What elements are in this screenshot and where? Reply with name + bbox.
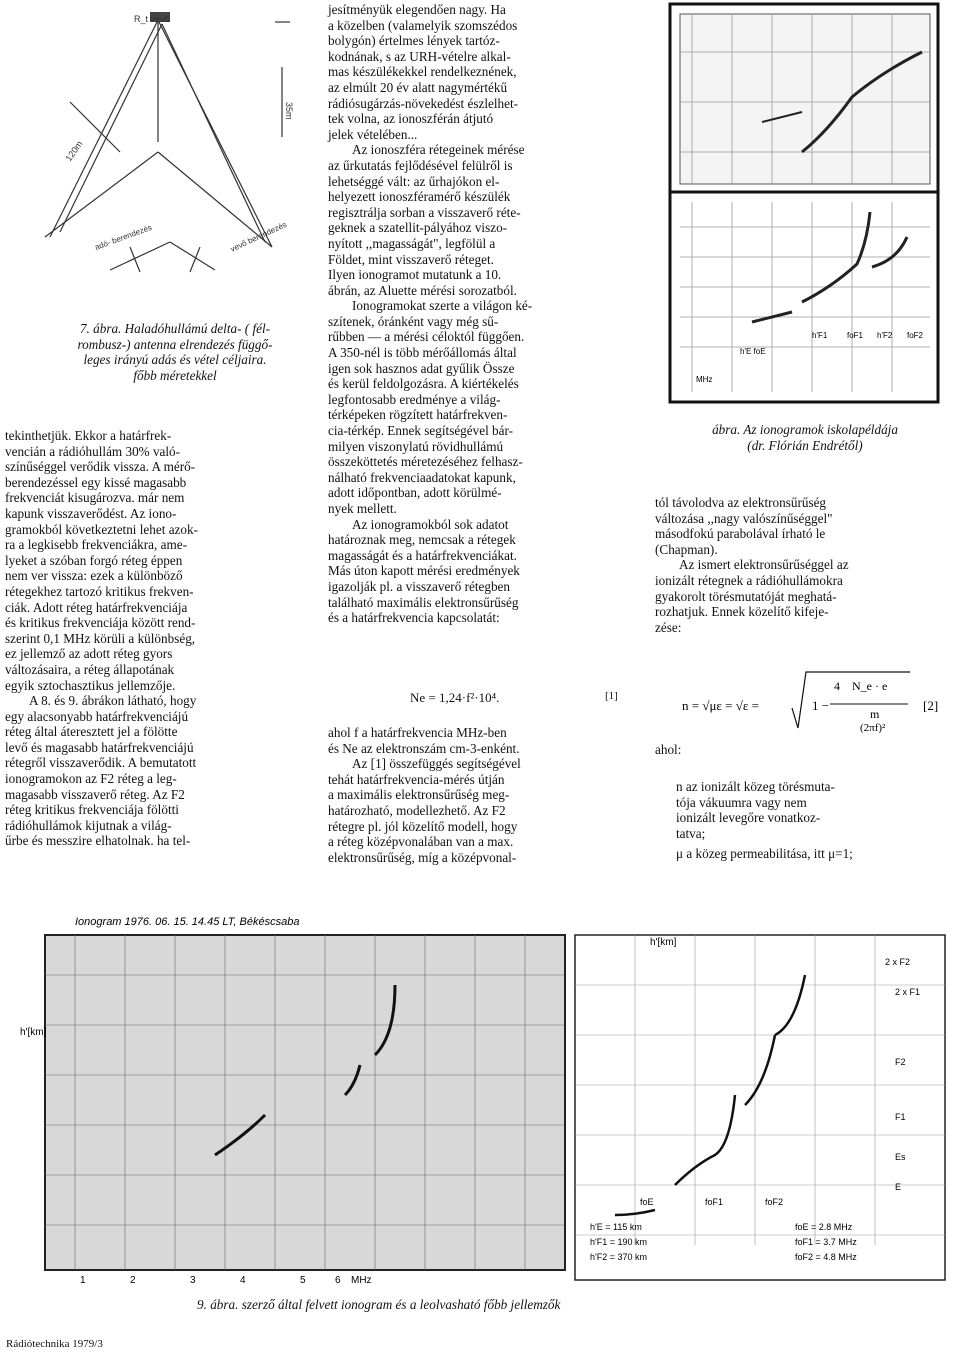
fig8-label-mhz: MHz: [696, 375, 713, 384]
figure-7-antenna-drawing: [10, 2, 295, 314]
column-3: [655, 495, 955, 635]
fig9-reading-foe: foE = 2.8 MHz: [795, 1222, 853, 1232]
formula-2-num: N_e · e: [852, 679, 888, 693]
figure-9-image: [15, 915, 950, 1285]
fig9-label-2xf1: 2 x F1: [895, 987, 921, 997]
formula-2-ref: [2]: [923, 698, 939, 713]
label-height: 35m: [284, 102, 294, 120]
fig9-yaxis-left: h'[km]: [20, 1027, 47, 1038]
label-length: 120m: [63, 138, 85, 164]
fig8-label-he: h'E foE: [740, 347, 766, 356]
col1-paragraph-2: A 8. és 9. ábrákon látható, hogy egy alacsonyabb határfrekvenciájú réteg által áteresztett jel a fölötte levő és magasabb határfrekvenciájú rétegről visszaverődik. A bemutatott ionogramokon az F2 réteg a leg- magasabb visszaverő réteg. Az F2 réteg kritikus frekvenciája fölötti rádióhullámok kijutnak a világ- űrbe és messzire elhatolnak. ha tel-: [5, 693, 197, 849]
fig9-axis-fof2: foF2: [765, 1197, 784, 1207]
fig9-label-es: Es: [895, 1152, 906, 1162]
formula-2-one: 1 −: [812, 698, 830, 713]
fig8-label-fof1: foF1: [847, 331, 864, 340]
fig9-xtick-3: 3: [190, 1275, 196, 1285]
fig9-reading-fof1: foF1 = 3.7 MHz: [795, 1237, 857, 1247]
formula-2-lhs: n = √με = √ε =: [682, 698, 759, 713]
fig9-axis-fof1: foF1: [705, 1197, 724, 1207]
column-2: [328, 2, 628, 626]
ahol-label: ahol:: [655, 742, 682, 757]
col2-paragraph-2: Az ionoszféra rétegeinek mérése az űrkutatás fejlődésével felülről is lehetséggé vált: az űrhajókon el- helyezett ionoszféramérő készülék regisztrálja sorban a visszaverő réte- geknek a szatellit-pályához viszo- nyított ,,magasságát", legfölül a Földet, mint visszaverő réteget. Ilyen ionogramot mutatunk a 10. ábrán, az Aluette mérési sorozatból.: [328, 142, 525, 298]
fig9-xtick-2: 2: [130, 1275, 136, 1285]
fig9-label-f1: F1: [895, 1112, 906, 1122]
n-definition: n az ionizált közeg törésmuta- tója vákuumra vagy nem ionizált levegőre vonatkoz- tatva;: [676, 779, 835, 841]
fig9-label-f2: F2: [895, 1057, 906, 1067]
fig9-xtick-1: 1: [80, 1275, 86, 1285]
column-1: [5, 428, 303, 849]
figure-8-ionograms: [652, 2, 956, 414]
col2-paragraph-5: ahol f a határfrekvencia MHz-ben és Ne az elektronszám cm-3-enként.: [328, 725, 520, 756]
formula-1-ref: [1]: [605, 690, 618, 702]
fig9-yaxis-right: h'[km]: [650, 937, 677, 948]
fig9-title: Ionogram 1976. 06. 15. 14.45 LT, Békéscsaba: [75, 916, 300, 928]
fig9-reading-fof2: foF2 = 4.8 MHz: [795, 1252, 857, 1262]
formula-2-svg: [680, 668, 950, 734]
col2-paragraph-4: Az ionogramokból sok adatot határoznak meg, nemcsak a rétegek magasságát és a határfrekvenciákat. Más úton kapott mérési eredmények igazolják pl. a visszaverő rétegben található maximális elektronsűrűség és a határfrekvencia kapcsolatát:: [328, 516, 520, 626]
figure-9-caption: 9. ábra. szerző által felvett ionogram és a leolvasható főbb jellemzők: [197, 1297, 561, 1312]
page-footer: Rádiótechnika 1979/3: [6, 1338, 103, 1350]
column-2-lower: [328, 725, 628, 865]
fig9-reading-he: h'E = 115 km: [590, 1222, 642, 1232]
fig9-xtick-6: 6: [335, 1275, 341, 1285]
label-ado: adó- berendezés: [93, 222, 154, 252]
fig9-reading-hf1: h'F1 = 190 km: [590, 1237, 647, 1247]
fig9-xaxis: MHz: [351, 1275, 372, 1285]
figure-8-caption: ábra. Az ionogramok iskolapéldája (dr. Flórián Endrétől): [712, 422, 898, 453]
figure-8-image: [652, 2, 956, 414]
col3-paragraph-1: tól távolodva az elektronsűrűség változása ,,nagy valószínűséggel" másodfokú parabolával írható le (Chapman).: [655, 495, 833, 557]
label-rt: R_t vevő: [134, 14, 170, 24]
fig8-label-hf2: h'F2: [877, 331, 893, 340]
col2-paragraph-1: jesítményük elegendően nagy. Ha a közelben (valamelyik szomszédos bolygón) értelmes lények tartóz- kodnának, s az URH-vételre alkal- mas készülékekkel rendelkeznének, az elmúlt 20 év alatt nagymértékű rádiósugárzás-növekedést észlelhet- tek volna, az ionoszférán átjutó jelek vételében...: [328, 2, 519, 142]
col2-paragraph-3: Ionogramokat szerte a világon ké- szítenek, óránként vagy még sű- rűbben — a mérési céloktól függően. A 350-nél is több mérőállomás által igen sok hasznos adat gyűlik Össze és kerül feldolgozásra. A kiértékelés legfontosabb eredménye a világ- térképeken rögzített határfrekven- cia-térkép. Ennek segítségével bár- milyen viszonylatú rövidhullámú összeköttetés méretezéséhez felhasz- nálható frekvenciaadatokat kapunk, adott időpontban, adott körülmé- nyek mellett.: [328, 298, 533, 516]
col3-paragraph-2: Az ismert elektronsűrűséggel az ionizált rétegnek a rádióhullámokra gyakorolt törésmutatóját meghatá- rozhatjuk. Ennek közelítő kifeje- zése:: [655, 557, 849, 635]
antenna-diagram: [10, 2, 295, 314]
fig9-xtick-4: 4: [240, 1275, 246, 1285]
fig8-label-hf1: h'F1: [812, 331, 828, 340]
figure-9-ionogram: [15, 915, 950, 1285]
fig9-label-e: E: [895, 1182, 902, 1192]
formula-2-den2: (2πf)²: [860, 722, 886, 734]
formula-1-text: Ne = 1,24·f²·10⁴.: [410, 690, 500, 705]
fig8-label-fof2: foF2: [907, 331, 924, 340]
label-vevo: vevő berendezés: [229, 219, 289, 254]
formula-2-den: m: [870, 707, 880, 721]
fig9-axis-foe: foE: [640, 1197, 654, 1207]
col1-paragraph-1: tekinthetjük. Ekkor a határfrek- vencián a rádióhullám 30% való- színűséggel verődik vissza. A mérő- berendezéssel egy kissé magasabb frekvenciát kisugározva. már nem kapunk visszaverődést. Az iono- gramokból következtetni lehet azok- ra a legkisebb frekvenciákra, ame- lyeket a szóban forgó réteg éppen nem ver vissza: ezek a különböző rétegekhez tartozó kritikus frekven- ciák. Adott réteg határfrekvenciája és kritikus frekvenciája között rend- szerint 0,1 MHz körüli a különbség, ez jellemző az adott réteg gyors változásaira, a réteg állapotának egyik sztochasztikus jellemzője.: [5, 428, 198, 693]
formula-2: [680, 668, 950, 734]
col2-paragraph-6: Az [1] összefüggés segítségével tehát határfrekvencia-mérés útján a maximális elektronsűrűség meg- határozható, modellezhető. Az F2 rétegre pl. jól közelítő modell, hogy a réteg középvonalában van a max. elektronsűrűség, míg a középvonal-: [328, 756, 521, 865]
fig9-label-2xf2: 2 x F2: [885, 957, 911, 967]
figure-7-caption: 7. ábra. Haladóhullámú delta- ( fél- rombusz-) antenna elrendezés függő- leges irányú adás és vétel céljaira. főbb méretekkel: [77, 321, 273, 383]
fig9-xtick-5: 5: [300, 1275, 306, 1285]
formula-1: [410, 690, 499, 706]
formula-2-four: 4: [834, 679, 840, 693]
fig9-reading-hf2: h'F2 = 370 km: [590, 1252, 647, 1262]
mu-definition: μ a közeg permeabilitása, itt μ=1;: [676, 846, 853, 861]
